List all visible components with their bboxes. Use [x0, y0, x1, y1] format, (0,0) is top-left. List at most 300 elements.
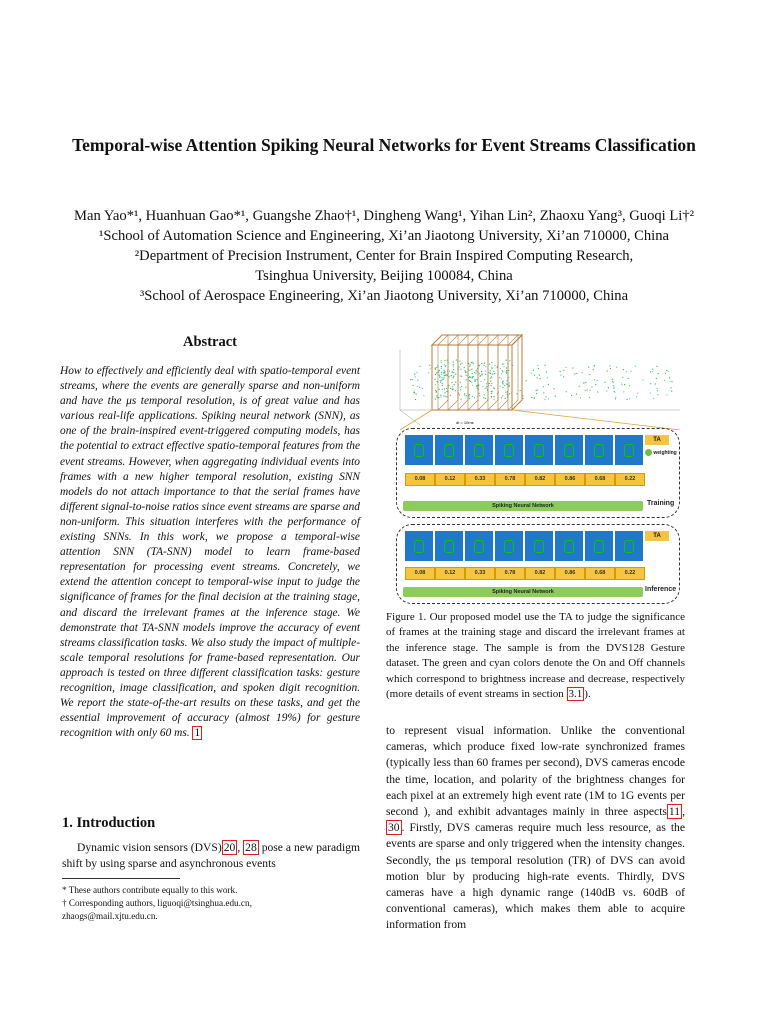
affiliation-2b: Tsinghua University, Beijing 100084, China — [255, 268, 513, 284]
event-point — [597, 391, 598, 392]
event-point — [544, 399, 545, 400]
event-point — [502, 387, 503, 388]
event-point — [500, 386, 501, 387]
event-point — [485, 371, 486, 372]
event-point — [446, 391, 447, 392]
event-point — [493, 396, 494, 397]
attention-weight: 0.33 — [465, 473, 495, 486]
event-point — [460, 389, 461, 390]
event-point — [669, 377, 670, 378]
event-point — [456, 359, 457, 360]
event-point — [439, 375, 440, 376]
event-point — [555, 396, 556, 397]
event-point — [671, 391, 672, 392]
training-weights — [405, 473, 655, 485]
event-point — [435, 369, 436, 370]
event-point — [442, 385, 443, 386]
event-point — [453, 372, 454, 373]
event-point — [650, 383, 651, 384]
event-point — [435, 384, 436, 385]
abstract-text: How to effectively and efficiently deal with spatio-temporal event streams, where the events are generally sparse and non-uniform and have the μs temporal resolution, is of great value and has various real-life applications. Spiking neural network (SNN), as one of the brain-inspired event-triggered computing models, has the potential to extract effective spatio-temporal features from the event streams. However, when aggregating individual events into frames with a new higher temporal resolution, existing SNN models do not attach importance to that the serial frames have different signal-to-noise ratios since event streams are sparse and non-uniform. This situation interferes with the performance of existing SNNs. In this work, we propose a temporal-wise attention SNN (TA-SNN) model to learn frame-based representation for processing event streams. Concretely, we extend the attention concept to temporal-wise input to judge the significance of frames for the final decision at the training stage, and discard the irrelevant frames at the inference stage. We demonstrate that TA-SNN models improve the accuracy of event streams classification tasks. We also study the impact of multiple-scale temporal resolutions for frame-based representation. Our approach is tested on three different classification tasks: gesture recognition, image classification, and spoken digit recognition. We report the state-of-the-art results on these tasks, and get the essential improvement of accuracy (almost 19%) for gesture recognition with only 60 ms. — [60, 365, 360, 740]
event-point — [533, 370, 534, 371]
frame-thumbnail — [615, 531, 643, 561]
event-point — [490, 381, 491, 382]
attention-weight: 0.68 — [585, 567, 615, 580]
event-point — [441, 377, 442, 378]
event-point — [437, 397, 438, 398]
event-point — [460, 399, 461, 400]
event-point — [606, 390, 607, 391]
event-point — [455, 390, 456, 391]
event-point — [486, 383, 487, 384]
frame-thumbnail — [525, 531, 553, 561]
event-point — [545, 365, 546, 366]
event-point — [450, 395, 451, 396]
intro-text-a: Dynamic vision sensors (DVS) — [77, 841, 222, 854]
right-col-text-a: to represent visual information. Unlike the conventional cameras, which produce fixed low-rate synchronized frames (typically less than 60 frames per second), DVS cameras encode the time, location, and polarity of the brightness changes for each pixel at an extremely high event rate (1M to 1G events per second ), and exhibit advantages mainly in three aspects — [386, 724, 685, 819]
section-heading-introduction: 1. Introduction — [62, 815, 156, 831]
frame-thumbnail — [555, 531, 583, 561]
event-point — [563, 376, 564, 377]
event-point — [434, 379, 435, 380]
event-point — [566, 391, 567, 392]
event-point — [460, 375, 461, 376]
event-point — [439, 389, 440, 390]
attention-weight: 0.86 — [555, 473, 585, 486]
event-point — [448, 385, 449, 386]
event-point — [459, 366, 460, 367]
frame-thumbnail — [495, 531, 523, 561]
training-label: Training — [647, 500, 675, 507]
event-point — [483, 397, 484, 398]
event-point — [509, 386, 510, 387]
event-point — [469, 396, 470, 397]
event-point — [594, 379, 595, 380]
citation-link[interactable]: 28 — [245, 841, 257, 854]
event-point — [629, 398, 630, 399]
event-point — [474, 397, 475, 398]
event-point — [579, 386, 580, 387]
event-point — [441, 360, 442, 361]
event-point — [507, 394, 508, 395]
event-point — [444, 375, 445, 376]
event-point — [435, 399, 436, 400]
event-point — [441, 368, 442, 369]
frame-thumbnail — [465, 531, 493, 561]
inference-panel — [396, 524, 680, 604]
event-point — [666, 370, 667, 371]
attention-weight: 0.68 — [585, 473, 615, 486]
attention-weight: 0.86 — [555, 567, 585, 580]
event-point — [505, 392, 506, 393]
event-point — [572, 367, 573, 368]
event-point — [486, 386, 487, 387]
event-point — [501, 397, 502, 398]
event-point — [652, 371, 653, 372]
event-point — [666, 394, 667, 395]
event-point — [429, 365, 430, 366]
right-col-text-b: . Firstly, DVS cameras require much less resource, as the events are sparse and only triggered when the intensity changes. Secondly, the μs temporal resolution (TR) of DVS can avoid motion blur by producing high-rate events. Thirdly, DVS cameras have a high dynamic range (140dB vs. 60dB of conventional cameras), which makes them able to acquire information from — [386, 821, 685, 932]
event-point — [460, 382, 461, 383]
event-point — [475, 379, 476, 380]
weighting-label — [645, 449, 677, 456]
citation-link[interactable]: 30 — [388, 821, 400, 835]
event-point — [416, 394, 417, 395]
event-point — [669, 381, 670, 382]
event-point — [506, 372, 507, 373]
event-point — [423, 395, 424, 396]
frame-slice — [438, 335, 448, 410]
event-point — [476, 379, 477, 380]
event-point — [417, 386, 418, 387]
event-point — [494, 373, 495, 374]
event-point — [656, 388, 657, 389]
event-point — [481, 381, 482, 382]
event-point — [484, 388, 485, 389]
event-point — [452, 386, 453, 387]
event-point — [509, 393, 510, 394]
event-point — [470, 364, 471, 365]
paper-title: Temporal-wise Attention Spiking Neural Networks for Event Streams Classification — [72, 135, 696, 155]
frame-thumbnail — [495, 435, 523, 465]
event-point — [438, 397, 439, 398]
event-point — [671, 387, 672, 388]
event-point — [500, 368, 501, 369]
event-point — [637, 393, 638, 394]
attention-weight: 0.82 — [525, 473, 555, 486]
abstract-heading: Abstract — [183, 334, 237, 350]
event-point — [491, 385, 492, 386]
event-point — [504, 385, 505, 386]
section-link[interactable]: 3.1 — [568, 688, 583, 701]
event-point — [536, 390, 537, 391]
event-point — [484, 379, 485, 380]
event-point — [540, 378, 541, 379]
event-point — [505, 398, 506, 399]
frame-thumbnail — [435, 531, 463, 561]
attention-weight: 0.12 — [435, 473, 465, 486]
event-point — [623, 391, 624, 392]
event-point — [444, 377, 445, 378]
ta-module: TA — [645, 435, 669, 445]
event-point — [502, 370, 503, 371]
event-point — [441, 366, 442, 367]
attention-weight: 0.78 — [495, 567, 525, 580]
event-point — [482, 386, 483, 387]
citation-link[interactable]: 11 — [668, 805, 681, 819]
event-point — [472, 377, 473, 378]
event-point — [636, 396, 637, 397]
event-point — [477, 371, 478, 372]
event-point — [472, 385, 473, 386]
event-point — [444, 371, 445, 372]
event-point — [480, 375, 481, 376]
abstract-footnote-link[interactable]: 1 — [194, 727, 201, 740]
event-point — [444, 360, 445, 361]
event-point — [595, 384, 596, 385]
event-point — [506, 380, 507, 381]
event-point — [483, 365, 484, 366]
event-point — [509, 360, 510, 361]
event-point — [461, 386, 462, 387]
event-point — [484, 363, 485, 364]
event-point — [474, 372, 475, 373]
event-point — [476, 385, 477, 386]
event-point — [440, 380, 441, 381]
event-point — [443, 372, 444, 373]
frame-thumbnail — [585, 531, 613, 561]
event-point — [582, 372, 583, 373]
citation-link[interactable]: 20 — [223, 841, 236, 854]
event-point — [485, 398, 486, 399]
event-point — [565, 367, 566, 368]
event-point — [501, 373, 502, 374]
event-point — [610, 368, 611, 369]
frame-slice — [478, 335, 488, 410]
event-point — [503, 366, 504, 367]
weighting-text: weighting — [653, 449, 677, 456]
event-point — [459, 361, 460, 362]
event-point — [416, 372, 417, 373]
event-point — [435, 374, 436, 375]
event-point — [593, 369, 594, 370]
event-point — [590, 390, 591, 391]
event-point — [538, 368, 539, 369]
event-point — [613, 385, 614, 386]
event-point — [436, 395, 437, 396]
event-point — [443, 395, 444, 396]
event-point — [491, 368, 492, 369]
event-point — [534, 375, 535, 376]
event-point — [491, 367, 492, 368]
event-point — [548, 384, 549, 385]
event-point — [652, 369, 653, 370]
event-point — [585, 390, 586, 391]
event-point — [628, 378, 629, 379]
event-point — [621, 384, 622, 385]
event-point — [534, 398, 535, 399]
event-point — [543, 392, 544, 393]
event-point — [546, 396, 547, 397]
event-point — [455, 382, 456, 383]
event-point — [471, 382, 472, 383]
event-point — [428, 372, 429, 373]
event-point — [490, 378, 491, 379]
event-point — [481, 374, 482, 375]
event-point — [576, 373, 577, 374]
attention-weight: 0.78 — [495, 473, 525, 486]
event-point — [485, 366, 486, 367]
event-point — [616, 367, 617, 368]
event-point — [417, 380, 418, 381]
event-point — [609, 365, 610, 366]
event-point — [473, 376, 474, 377]
event-point — [461, 376, 462, 377]
event-point — [468, 377, 469, 378]
figure-1-caption — [386, 610, 685, 702]
event-point — [451, 375, 452, 376]
event-point — [488, 385, 489, 386]
event-point — [436, 372, 437, 373]
attention-weight: 0.33 — [465, 567, 495, 580]
figure-1 — [390, 330, 688, 604]
event-point — [481, 363, 482, 364]
event-point — [560, 371, 561, 372]
event-point — [450, 388, 451, 389]
caption-end: ). — [584, 688, 591, 701]
event-point — [506, 360, 507, 361]
attention-weight: 0.12 — [435, 567, 465, 580]
event-point — [615, 397, 616, 398]
event-point — [410, 379, 411, 380]
affiliation-2a: ²Department of Precision Instrument, Center for Brain Inspired Computing Research, — [134, 248, 634, 264]
event-point — [464, 393, 465, 394]
event-point — [472, 373, 473, 374]
event-point — [453, 361, 454, 362]
event-point — [506, 367, 507, 368]
inference-label: Inference — [645, 586, 677, 593]
event-point — [585, 382, 586, 383]
ta-module: TA — [645, 531, 669, 541]
event-point — [459, 394, 460, 395]
event-point — [614, 387, 615, 388]
event-point — [460, 387, 461, 388]
event-point — [444, 389, 445, 390]
event-point — [506, 383, 507, 384]
author-list: Man Yao*¹, Huanhuan Gao*¹, Guangshe Zhao†¹, Dingheng Wang¹, Yihan Lin², Zhaoxu Yang³, Guoqi Li†² — [73, 208, 695, 224]
event-point — [464, 367, 465, 368]
event-point — [502, 395, 503, 396]
frame-thumbnail — [615, 435, 643, 465]
event-point — [503, 381, 504, 382]
event-point — [453, 366, 454, 367]
event-point — [613, 388, 614, 389]
event-point — [627, 399, 628, 400]
event-point — [415, 399, 416, 400]
event-point — [597, 380, 598, 381]
event-point — [491, 362, 492, 363]
event-point — [441, 372, 442, 373]
caption-text: Figure 1. Our proposed model use the TA to judge the significance of frames at the training stage and discard the irrelevant frames at the inference stage. The sample is from the DVS128 Gesture dataset. The green and cyan colors denote the On and Off channels which correspond to brightness increase and decrease, respectively (more details of event streams in section — [386, 611, 685, 701]
snn-bar-inference: Spiking Neural Network — [403, 587, 643, 597]
attention-weight: 0.22 — [615, 567, 645, 580]
event-point — [539, 375, 540, 376]
intro-text-b: pose a new paradigm shift by using sparse and asynchronous events — [62, 841, 361, 870]
event-point — [614, 392, 615, 393]
event-point — [635, 366, 636, 367]
event-scatter — [410, 359, 673, 400]
affiliation-1: ¹School of Automation Science and Engineering, Xi’an Jiaotong University, Xi’an 710000, China — [98, 228, 670, 244]
event-point — [629, 385, 630, 386]
event-point — [464, 394, 465, 395]
event-point — [502, 371, 503, 372]
event-point — [441, 379, 442, 380]
event-point — [452, 388, 453, 389]
abstract-body — [60, 364, 360, 741]
frame-slice — [508, 335, 518, 410]
frame-thumbnail — [585, 435, 613, 465]
event-point — [436, 367, 437, 368]
event-point — [605, 382, 606, 383]
event-point — [481, 371, 482, 372]
event-point — [489, 364, 490, 365]
event-point — [479, 365, 480, 366]
event-point — [461, 363, 462, 364]
event-point — [441, 374, 442, 375]
footnotes — [62, 884, 360, 923]
event-point — [580, 397, 581, 398]
event-point — [574, 373, 575, 374]
event-point — [460, 369, 461, 370]
event-point — [443, 370, 444, 371]
author-block — [40, 206, 728, 306]
event-point — [419, 387, 420, 388]
event-point — [454, 384, 455, 385]
event-point — [553, 388, 554, 389]
event-point — [422, 388, 423, 389]
event-point — [447, 375, 448, 376]
frame-thumbnail — [435, 435, 463, 465]
event-point — [624, 384, 625, 385]
frame-slice — [448, 335, 458, 410]
right-column-paragraph: to represent visual information. Unlike the conventional cameras, which produce fixed low-rate synchronized frames (typically less than 60 frames per second), DVS cameras encode the time, location, and polarity of the brightness changes for each pixel at an extremely high event rate (1M to 1G events per second ), and exhibit advantages mainly in three aspects 11 , 30 . Firstly, DVS cameras require much less resource, as the events are sparse and only triggered when the intensity changes. Secondly, the μs temporal resolution (TR) of DVS can avoid motion blur by producing high-rate events. Thirdly, DVS cameras have a high dynamic range (140dB vs. 60dB of conventional cameras), which makes them able to acquire information from — [386, 724, 685, 932]
event-point — [471, 362, 472, 363]
dt-label: dt = 10ms — [456, 420, 474, 425]
event-point — [537, 377, 538, 378]
attention-weight: 0.82 — [525, 567, 555, 580]
footnote-corresponding: † Corresponding authors, liguoqi@tsinghua.edu.cn, — [62, 898, 252, 908]
event-point — [526, 380, 527, 381]
frame-thumbnail — [405, 435, 433, 465]
event-point — [442, 383, 443, 384]
event-point — [494, 388, 495, 389]
event-point — [449, 376, 450, 377]
event-point — [668, 371, 669, 372]
event-point — [451, 382, 452, 383]
event-point — [571, 395, 572, 396]
training-panel — [396, 428, 680, 518]
event-point — [502, 364, 503, 365]
event-point — [460, 364, 461, 365]
event-point — [490, 370, 491, 371]
event-point — [453, 369, 454, 370]
event-point — [473, 363, 474, 364]
event-point — [509, 382, 510, 383]
event-point — [576, 394, 577, 395]
event-point — [440, 395, 441, 396]
event-point — [516, 393, 517, 394]
event-point — [464, 370, 465, 371]
frame-thumbnail — [405, 531, 433, 561]
event-point — [446, 388, 447, 389]
event-point — [449, 371, 450, 372]
event-point — [469, 370, 470, 371]
frame-thumbnail — [465, 435, 493, 465]
footnote-rule — [62, 878, 180, 879]
event-point — [537, 390, 538, 391]
inference-frames — [405, 531, 643, 561]
event-point — [486, 388, 487, 389]
event-point — [494, 365, 495, 366]
event-point — [653, 398, 654, 399]
event-point — [589, 397, 590, 398]
event-point — [665, 373, 666, 374]
frame-thumbnail — [525, 435, 553, 465]
attention-weight: 0.08 — [405, 567, 435, 580]
event-point — [548, 398, 549, 399]
event-point — [466, 379, 467, 380]
event-point — [591, 386, 592, 387]
